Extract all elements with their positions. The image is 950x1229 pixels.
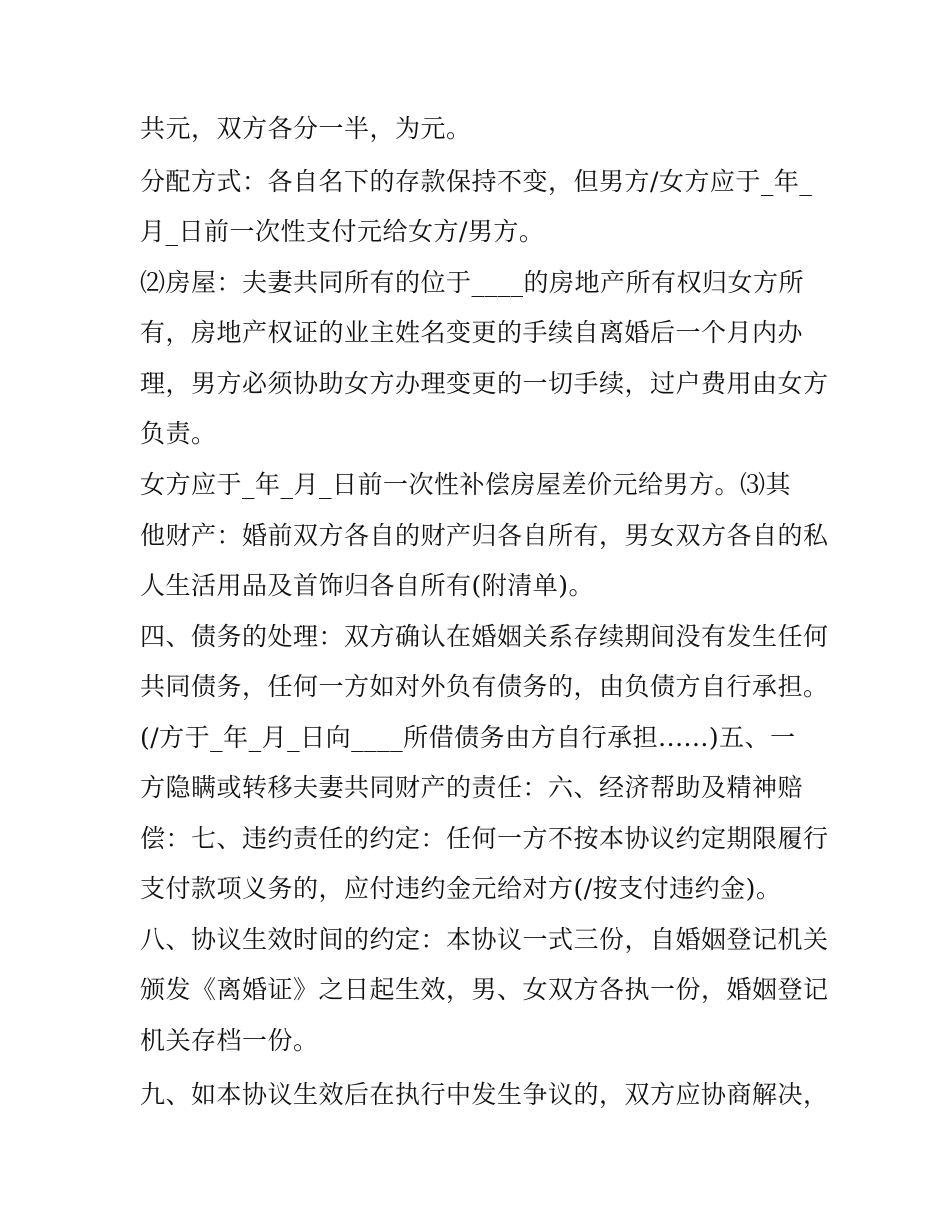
text-line: (/方于_年_月_日向____所借债务由方自行承担......)五、一 — [140, 723, 796, 752]
text-line: 他财产：婚前双方各自的财产归各自所有，男女双方各自的私 — [140, 521, 829, 550]
text-line: 共元，双方各分一半，为元。 — [140, 114, 472, 143]
text-line: 月_日前一次性支付元给女方/男方。 — [140, 217, 545, 246]
text-line: 支付款项义务的，应付违约金元给对方(/按支付违约金)。 — [140, 874, 782, 903]
text-line: 八、协议生效时间的约定：本协议一式三份，自婚姻登记机关 — [140, 925, 829, 954]
text-line: 颁发《离婚证》之日起生效，男、女双方各执一份，婚姻登记 — [140, 975, 829, 1004]
text-line: 机关存档一份。 — [140, 1026, 319, 1055]
text-line: 九、如本协议生效后在执行中发生争议的，双方应协商解决， — [140, 1080, 829, 1109]
text-line: 偿：七、违约责任的约定：任何一方不按本协议约定期限履行 — [140, 824, 829, 853]
text-line: 女方应于_年_月_日前一次性补偿房屋差价元给男方。⑶其 — [140, 470, 792, 499]
text-line: ⑵房屋：夫妻共同所有的位于____的房地产所有权归女方所 — [140, 268, 805, 297]
text-line: 四、债务的处理：双方确认在婚姻关系存续期间没有发生任何 — [140, 622, 829, 651]
text-line: 理，男方必须协助女方办理变更的一切手续，过户费用由女方 — [140, 369, 829, 398]
text-line: 分配方式：各自名下的存款保持不变，但男方/女方应于_年_ — [140, 167, 813, 196]
text-line: 有，房地产权证的业主姓名变更的手续自离婚后一个月内办 — [140, 318, 804, 347]
text-line: 负责。 — [140, 419, 217, 448]
text-line: 人生活用品及首饰归各自所有(附清单)。 — [140, 571, 595, 600]
text-line: 方隐瞒或转移夫妻共同财产的责任：六、经济帮助及精神赔 — [140, 773, 804, 802]
text-line: 共同债务，任何一方如对外负有债务的，由负债方自行承担。 — [140, 672, 829, 701]
